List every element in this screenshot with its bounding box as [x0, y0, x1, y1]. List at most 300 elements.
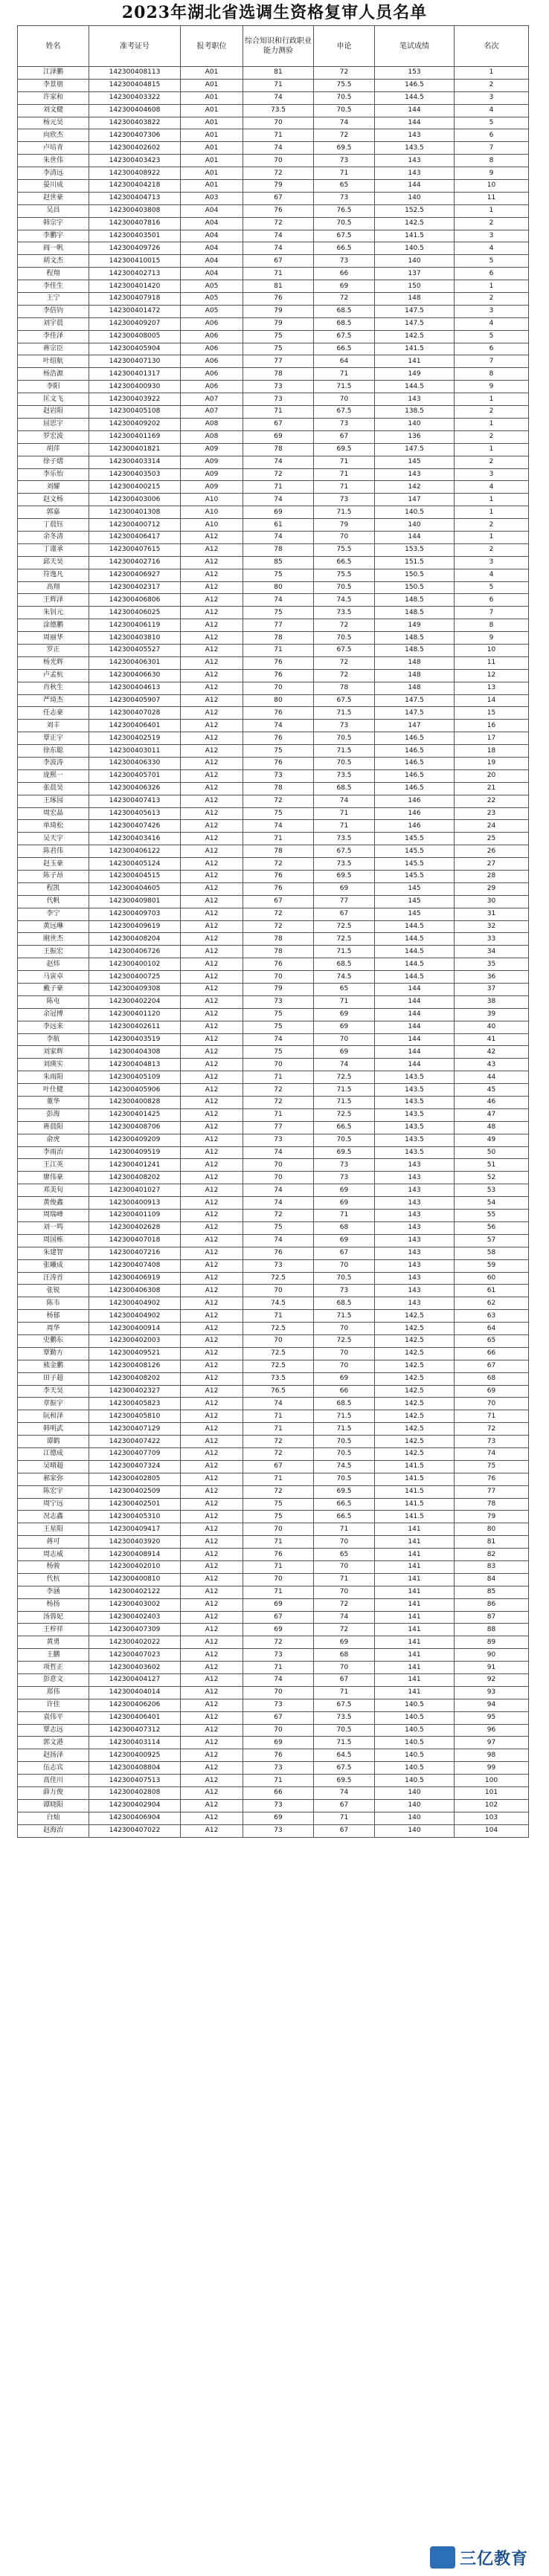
cell-position: A12: [181, 1523, 243, 1536]
cell-essay: 69.5: [314, 1485, 375, 1498]
table-row: [18, 104, 529, 117]
cell-name: 马寅卓: [18, 971, 89, 984]
cell-essay: 68.5: [314, 782, 375, 795]
cell-position: A12: [181, 1398, 243, 1410]
cell-written-score: 144.5: [375, 971, 455, 984]
cell-comprehensive: 69: [243, 430, 314, 443]
cell-exam-id: 142300406401: [89, 720, 181, 732]
cell-comprehensive: 71: [243, 1662, 314, 1674]
cell-rank: 1: [455, 531, 529, 543]
cell-position: A12: [181, 882, 243, 895]
cell-rank: 75: [455, 1460, 529, 1473]
cell-essay: 71.5: [314, 381, 375, 393]
cell-comprehensive: 67: [243, 1460, 314, 1473]
cell-comprehensive: 78: [243, 933, 314, 946]
cell-exam-id: 142300409619: [89, 920, 181, 933]
cell-exam-id: 142300401169: [89, 430, 181, 443]
cell-comprehensive: 76: [243, 871, 314, 883]
table-row: [18, 1674, 529, 1687]
cell-rank: 15: [455, 707, 529, 720]
cell-written-score: 141: [375, 1662, 455, 1674]
cell-rank: 9: [455, 632, 529, 645]
cell-essay: 69.5: [314, 1775, 375, 1787]
cell-name: 符逸凡: [18, 569, 89, 581]
cell-comprehensive: 70: [243, 1334, 314, 1347]
cell-exam-id: 142300402713: [89, 268, 181, 280]
cell-position: A06: [181, 381, 243, 393]
cell-position: A12: [181, 807, 243, 820]
cell-comprehensive: 74: [243, 242, 314, 255]
cell-exam-id: 142300402805: [89, 1473, 181, 1485]
cell-essay: 68.5: [314, 1398, 375, 1410]
cell-exam-id: 142300406122: [89, 845, 181, 858]
cell-name: 刘丰: [18, 720, 89, 732]
cell-essay: 64: [314, 355, 375, 368]
cell-essay: 74: [314, 1611, 375, 1624]
cell-comprehensive: 75: [243, 807, 314, 820]
cell-essay: 70.5: [314, 732, 375, 745]
cell-exam-id: 142300401027: [89, 1184, 181, 1197]
cell-comprehensive: 71: [243, 1310, 314, 1323]
cell-written-score: 146: [375, 795, 455, 807]
cell-name: 李波涛: [18, 757, 89, 769]
cell-position: A12: [181, 745, 243, 758]
cell-written-score: 143.5: [375, 142, 455, 155]
cell-name: 熊金鹏: [18, 1360, 89, 1372]
cell-exam-id: 142300404902: [89, 1310, 181, 1323]
cell-name: 王辉泽: [18, 594, 89, 607]
cell-essay: 67.5: [314, 845, 375, 858]
cell-position: A12: [181, 920, 243, 933]
table-row: [18, 644, 529, 656]
cell-name: 白灿: [18, 1812, 89, 1824]
table-row: [18, 355, 529, 368]
cell-comprehensive: 67: [243, 418, 314, 430]
cell-essay: 75.5: [314, 569, 375, 581]
cell-written-score: 144: [375, 117, 455, 129]
cell-rank: 21: [455, 782, 529, 795]
cell-written-score: 141.5: [375, 1460, 455, 1473]
table-row: [18, 79, 529, 91]
cell-exam-id: 142300400102: [89, 958, 181, 971]
cell-written-score: 142: [375, 481, 455, 494]
cell-exam-id: 142300401241: [89, 1159, 181, 1172]
cell-name: 叶绍航: [18, 355, 89, 368]
cell-rank: 54: [455, 1197, 529, 1210]
cell-comprehensive: 72: [243, 1485, 314, 1498]
cell-essay: 69: [314, 280, 375, 293]
cell-name: 涂德鹏: [18, 619, 89, 632]
cell-written-score: 144.5: [375, 91, 455, 104]
cell-position: A12: [181, 1385, 243, 1398]
cell-rank: 100: [455, 1775, 529, 1787]
cell-essay: 69: [314, 1046, 375, 1059]
cell-rank: 59: [455, 1259, 529, 1272]
table-row: [18, 1436, 529, 1448]
cell-essay: 66.5: [314, 1498, 375, 1511]
cell-written-score: 148.5: [375, 632, 455, 645]
cell-essay: 68.5: [314, 958, 375, 971]
cell-essay: 71: [314, 481, 375, 494]
cell-written-score: 142.5: [375, 1447, 455, 1460]
cell-name: 晏川成: [18, 180, 89, 193]
cell-comprehensive: 70: [243, 1172, 314, 1184]
cell-essay: 71: [314, 368, 375, 381]
cell-name: 向欣杰: [18, 129, 89, 142]
cell-written-score: 143: [375, 167, 455, 180]
cell-position: A05: [181, 280, 243, 293]
cell-exam-id: 142300406330: [89, 757, 181, 769]
cell-rank: 33: [455, 933, 529, 946]
cell-name: 周志威: [18, 1549, 89, 1561]
cell-position: A03: [181, 192, 243, 204]
table-row: [18, 1460, 529, 1473]
cell-essay: 69: [314, 1197, 375, 1210]
table-row: [18, 1084, 529, 1097]
cell-exam-id: 142300402716: [89, 556, 181, 569]
table-row: [18, 1021, 529, 1033]
table-row: [18, 871, 529, 883]
cell-essay: 72: [314, 129, 375, 142]
cell-comprehensive: 61: [243, 519, 314, 532]
cell-exam-id: 142300402602: [89, 142, 181, 155]
cell-essay: 65: [314, 1549, 375, 1561]
cell-written-score: 141: [375, 1573, 455, 1586]
cell-comprehensive: 70: [243, 1285, 314, 1297]
cell-position: A12: [181, 1787, 243, 1800]
cell-comprehensive: 74: [243, 594, 314, 607]
cell-written-score: 145.5: [375, 833, 455, 845]
cell-written-score: 140: [375, 1812, 455, 1824]
table-row: [18, 984, 529, 996]
cell-essay: 70: [314, 1662, 375, 1674]
cell-comprehensive: 70: [243, 117, 314, 129]
cell-exam-id: 142300402317: [89, 581, 181, 594]
cell-exam-id: 142300404218: [89, 180, 181, 193]
cell-exam-id: 142300408202: [89, 1372, 181, 1385]
cell-rank: 8: [455, 368, 529, 381]
cell-name: 陈韦: [18, 1297, 89, 1310]
table-row: [18, 1762, 529, 1775]
cell-exam-id: 142300405613: [89, 807, 181, 820]
cell-comprehensive: 72: [243, 1210, 314, 1222]
header-exam-id: 准考证号: [89, 26, 181, 67]
cell-written-score: 140: [375, 418, 455, 430]
table-row: [18, 946, 529, 958]
cell-written-score: 153: [375, 67, 455, 80]
cell-written-score: 145: [375, 882, 455, 895]
cell-essay: 69: [314, 1008, 375, 1021]
table-row: [18, 494, 529, 506]
header-position: 报考职位: [181, 26, 243, 67]
cell-rank: 2: [455, 293, 529, 306]
table-row: [18, 1523, 529, 1536]
cell-rank: 57: [455, 1234, 529, 1247]
cell-name: 项哲正: [18, 1662, 89, 1674]
cell-rank: 10: [455, 180, 529, 193]
table-row: [18, 293, 529, 306]
cell-name: 邓美旬: [18, 1184, 89, 1197]
cell-position: A12: [181, 833, 243, 845]
cell-comprehensive: 71: [243, 79, 314, 91]
cell-comprehensive: 71: [243, 1423, 314, 1436]
cell-position: A12: [181, 1071, 243, 1084]
cell-position: A12: [181, 1108, 243, 1121]
cell-name: 黄远琳: [18, 920, 89, 933]
cell-position: A12: [181, 845, 243, 858]
cell-position: A01: [181, 104, 243, 117]
header-rank: 名次: [455, 26, 529, 67]
cell-name: 戴子豪: [18, 984, 89, 996]
cell-comprehensive: 78: [243, 782, 314, 795]
table-row: [18, 1385, 529, 1398]
cell-name: 张锐: [18, 1285, 89, 1297]
table-row: [18, 456, 529, 468]
cell-name: 王星阳: [18, 1523, 89, 1536]
cell-exam-id: 142300406301: [89, 656, 181, 669]
cell-comprehensive: 71: [243, 1775, 314, 1787]
cell-written-score: 140.5: [375, 1775, 455, 1787]
cell-essay: 70.5: [314, 1724, 375, 1737]
table-row: [18, 1334, 529, 1347]
cell-name: 李佳生: [18, 280, 89, 293]
cell-exam-id: 142300401317: [89, 368, 181, 381]
cell-exam-id: 142300402611: [89, 1021, 181, 1033]
cell-comprehensive: 71: [243, 833, 314, 845]
cell-position: A09: [181, 443, 243, 456]
cell-rank: 1: [455, 393, 529, 406]
cell-name: 朱钊元: [18, 607, 89, 619]
cell-exam-id: 142300408126: [89, 1360, 181, 1372]
table-row: [18, 1071, 529, 1084]
cell-position: A12: [181, 1536, 243, 1549]
cell-position: A12: [181, 594, 243, 607]
cell-rank: 36: [455, 971, 529, 984]
table-row: [18, 1749, 529, 1762]
cell-essay: 69: [314, 1184, 375, 1197]
cell-essay: 71.5: [314, 1410, 375, 1423]
cell-essay: 74.5: [314, 594, 375, 607]
cell-essay: 67.5: [314, 1762, 375, 1775]
cell-position: A04: [181, 204, 243, 217]
cell-position: A12: [181, 1008, 243, 1021]
table-row: [18, 1172, 529, 1184]
cell-position: A12: [181, 1184, 243, 1197]
cell-rank: 49: [455, 1134, 529, 1146]
cell-name: 郭嘉: [18, 506, 89, 519]
cell-comprehensive: 73: [243, 381, 314, 393]
cell-position: A04: [181, 268, 243, 280]
cell-essay: 67: [314, 1247, 375, 1259]
table-row: [18, 1272, 529, 1285]
cell-written-score: 146: [375, 807, 455, 820]
cell-position: A12: [181, 1221, 243, 1234]
cell-exam-id: 142300407709: [89, 1447, 181, 1460]
cell-written-score: 144: [375, 1008, 455, 1021]
cell-rank: 96: [455, 1724, 529, 1737]
cell-comprehensive: 71: [243, 129, 314, 142]
cell-rank: 55: [455, 1210, 529, 1222]
cell-written-score: 144.5: [375, 946, 455, 958]
cell-position: A12: [181, 1134, 243, 1146]
cell-written-score: 142.5: [375, 1334, 455, 1347]
cell-name: 汪涛首: [18, 1272, 89, 1285]
table-row: [18, 1159, 529, 1172]
cell-exam-id: 142300407413: [89, 795, 181, 807]
cell-essay: 74: [314, 1059, 375, 1071]
cell-exam-id: 142300400810: [89, 1573, 181, 1586]
table-row: [18, 895, 529, 908]
cell-essay: 73: [314, 418, 375, 430]
cell-essay: 66.5: [314, 343, 375, 355]
cell-essay: 68: [314, 1221, 375, 1234]
cell-position: A12: [181, 1097, 243, 1109]
cell-exam-id: 142300403503: [89, 468, 181, 481]
cell-name: 李乐怡: [18, 468, 89, 481]
cell-essay: 67: [314, 1824, 375, 1837]
table-row: [18, 1662, 529, 1674]
cell-written-score: 147.5: [375, 694, 455, 707]
cell-name: 杨郁: [18, 1310, 89, 1323]
cell-exam-id: 142300401472: [89, 305, 181, 317]
header-essay: 申论: [314, 26, 375, 67]
table-row: [18, 1560, 529, 1573]
table-row: [18, 230, 529, 242]
table-row: [18, 769, 529, 782]
cell-rank: 50: [455, 1146, 529, 1159]
cell-position: A12: [181, 971, 243, 984]
cell-position: A12: [181, 995, 243, 1008]
table-row: [18, 807, 529, 820]
cell-written-score: 140.5: [375, 506, 455, 519]
cell-comprehensive: 74.5: [243, 1297, 314, 1310]
cell-position: A12: [181, 543, 243, 556]
cell-essay: 71.5: [314, 1423, 375, 1436]
cell-rank: 70: [455, 1398, 529, 1410]
table-row: [18, 1775, 529, 1787]
cell-essay: 69: [314, 1234, 375, 1247]
cell-position: A12: [181, 1259, 243, 1272]
cell-name: 卢孟杭: [18, 669, 89, 682]
cell-exam-id: 142300400925: [89, 1749, 181, 1762]
table-row: [18, 180, 529, 193]
cell-rank: 17: [455, 732, 529, 745]
cell-name: 蒋宗臣: [18, 343, 89, 355]
cell-name: 丁晨钰: [18, 519, 89, 532]
watermark-text: 三亿教育: [460, 2549, 529, 2569]
cell-rank: 7: [455, 355, 529, 368]
cell-name: 刚世杰: [18, 933, 89, 946]
cell-written-score: 140.5: [375, 1699, 455, 1711]
cell-exam-id: 142300405906: [89, 1084, 181, 1097]
cell-exam-id: 142300402003: [89, 1334, 181, 1347]
cell-exam-id: 142300400725: [89, 971, 181, 984]
cell-comprehensive: 71: [243, 1586, 314, 1598]
cell-essay: 66.5: [314, 1511, 375, 1523]
cell-rank: 76: [455, 1473, 529, 1485]
cell-essay: 73: [314, 1172, 375, 1184]
cell-rank: 22: [455, 795, 529, 807]
cell-name: 李景朋: [18, 79, 89, 91]
cell-position: A06: [181, 317, 243, 330]
cell-essay: 69.5: [314, 1146, 375, 1159]
cell-essay: 75.5: [314, 543, 375, 556]
table-row: [18, 242, 529, 255]
cell-essay: 73: [314, 1159, 375, 1172]
cell-exam-id: 142300403006: [89, 494, 181, 506]
cell-exam-id: 142300407130: [89, 355, 181, 368]
cell-position: A12: [181, 1447, 243, 1460]
cell-essay: 71: [314, 456, 375, 468]
cell-name: 王鹏: [18, 1649, 89, 1662]
cell-comprehensive: 72: [243, 1636, 314, 1649]
cell-exam-id: 142300404713: [89, 192, 181, 204]
cell-essay: 72: [314, 619, 375, 632]
cell-name: 丁谨承: [18, 543, 89, 556]
cell-exam-id: 142300408202: [89, 1172, 181, 1184]
table-row: [18, 1549, 529, 1561]
cell-rank: 6: [455, 268, 529, 280]
cell-written-score: 147.5: [375, 707, 455, 720]
table-row: [18, 1398, 529, 1410]
cell-rank: 56: [455, 1221, 529, 1234]
table-row: [18, 1310, 529, 1323]
table-row: [18, 1008, 529, 1021]
cell-essay: 70.5: [314, 1436, 375, 1448]
cell-written-score: 143: [375, 1210, 455, 1222]
cell-written-score: 140.5: [375, 1711, 455, 1724]
cell-exam-id: 142300408113: [89, 67, 181, 80]
cell-essay: 70: [314, 531, 375, 543]
cell-comprehensive: 73: [243, 1649, 314, 1662]
cell-position: A12: [181, 1059, 243, 1071]
cell-name: 屈思宇: [18, 418, 89, 430]
table-row: [18, 418, 529, 430]
cell-name: 周瑞峰: [18, 1210, 89, 1222]
cell-rank: 1: [455, 204, 529, 217]
cell-comprehensive: 76: [243, 732, 314, 745]
cell-comprehensive: 67: [243, 255, 314, 268]
cell-rank: 6: [455, 594, 529, 607]
cell-essay: 67.5: [314, 694, 375, 707]
cell-rank: 1: [455, 418, 529, 430]
cell-written-score: 143: [375, 1221, 455, 1234]
table-row: [18, 933, 529, 946]
cell-essay: 72.5: [314, 1334, 375, 1347]
cell-rank: 26: [455, 845, 529, 858]
cell-comprehensive: 76: [243, 958, 314, 971]
cell-essay: 69: [314, 1021, 375, 1033]
table-row: [18, 129, 529, 142]
cell-comprehensive: 72: [243, 217, 314, 230]
cell-exam-id: 142300400913: [89, 1197, 181, 1210]
cell-name: 许佳: [18, 1699, 89, 1711]
cell-name: 刘瑛实: [18, 1059, 89, 1071]
table-row: [18, 1624, 529, 1636]
cell-position: A01: [181, 91, 243, 104]
cell-rank: 3: [455, 91, 529, 104]
cell-rank: 3: [455, 230, 529, 242]
cell-essay: 79: [314, 519, 375, 532]
cell-rank: 58: [455, 1247, 529, 1259]
cell-position: A12: [181, 1247, 243, 1259]
cell-essay: 73.5: [314, 833, 375, 845]
table-row: [18, 1221, 529, 1234]
cell-written-score: 151.5: [375, 556, 455, 569]
cell-essay: 73: [314, 1285, 375, 1297]
cell-essay: 71.5: [314, 1310, 375, 1323]
cell-position: A12: [181, 933, 243, 946]
